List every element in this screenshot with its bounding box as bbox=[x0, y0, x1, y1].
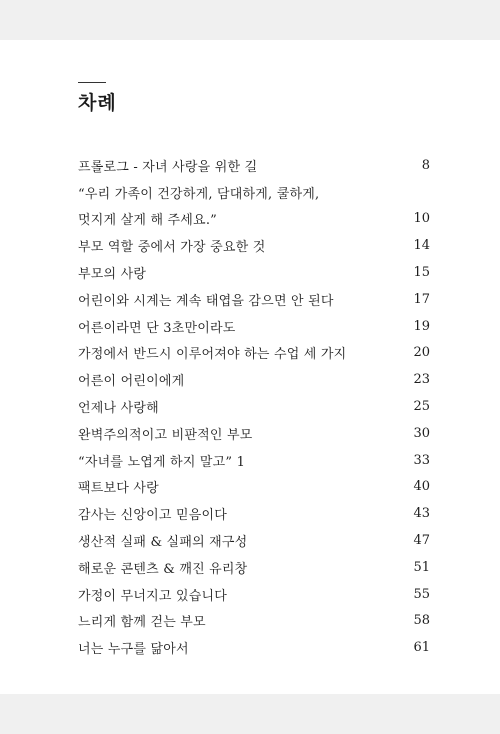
toc-entry bbox=[78, 581, 430, 608]
toc-entry-page: 51 bbox=[413, 559, 430, 575]
toc-entry-title: 멋지게 살게 해 주세요.” bbox=[78, 213, 217, 229]
toc-entry-page: 15 bbox=[413, 265, 430, 281]
toc-entry bbox=[78, 286, 430, 313]
book-page bbox=[0, 40, 500, 694]
toc-entry-page: 43 bbox=[413, 506, 430, 522]
title-rule bbox=[78, 82, 106, 83]
toc-entry bbox=[78, 447, 430, 474]
table-of-contents bbox=[78, 152, 430, 661]
toc-entry bbox=[78, 500, 430, 527]
toc-entry bbox=[78, 259, 430, 286]
toc-entry bbox=[78, 152, 430, 179]
toc-entry-page: 58 bbox=[413, 613, 430, 629]
toc-entry bbox=[78, 393, 430, 420]
toc-entry-title: 부모 역할 중에서 가장 중요한 것 bbox=[78, 240, 266, 256]
toc-entry-title: 생산적 실패 & 실패의 재구성 bbox=[78, 535, 248, 551]
toc-entry-title: 완벽주의적이고 비판적인 부모 bbox=[78, 427, 253, 443]
toc-entry-page: 61 bbox=[413, 640, 430, 656]
toc-entry-title: 프롤로그 - 자녀 사랑을 위한 길 bbox=[78, 159, 258, 175]
toc-entry-title: 해로운 콘텐츠 & 깨진 유리창 bbox=[78, 561, 248, 577]
toc-entry bbox=[78, 340, 430, 367]
toc-entry-page: 23 bbox=[413, 372, 430, 388]
toc-entry bbox=[78, 206, 430, 233]
toc-entry bbox=[78, 527, 430, 554]
toc-entry-page: 30 bbox=[413, 425, 430, 441]
toc-entry-page: 25 bbox=[413, 399, 430, 415]
toc-entry-title: 팩트보다 사랑 bbox=[78, 481, 159, 497]
toc-entry-title: 언제나 사랑해 bbox=[78, 401, 159, 417]
toc-entry-page: 55 bbox=[413, 586, 430, 602]
toc-entry bbox=[78, 608, 430, 635]
toc-entry-page: 33 bbox=[413, 452, 430, 468]
toc-entry-page: 20 bbox=[413, 345, 430, 361]
toc-entry-title: 가정에서 반드시 이루어져야 하는 수업 세 가지 bbox=[78, 347, 347, 363]
toc-entry-title: 어른이 어린이에게 bbox=[78, 374, 185, 390]
toc-entry bbox=[78, 474, 430, 501]
toc-entry-title: “자녀를 노엽게 하지 말고” 1 bbox=[78, 454, 246, 470]
toc-entry-page: 47 bbox=[413, 533, 430, 549]
toc-entry-title: 부모의 사랑 bbox=[78, 267, 147, 283]
toc-entry-page: 14 bbox=[413, 238, 430, 254]
toc-entry bbox=[78, 420, 430, 447]
toc-entry bbox=[78, 366, 430, 393]
toc-entry bbox=[78, 634, 430, 661]
toc-entry-page: 17 bbox=[413, 291, 430, 307]
toc-entry-title: 느리게 함께 걷는 부모 bbox=[78, 615, 206, 631]
toc-entry-page: 10 bbox=[413, 211, 430, 227]
toc-entry-title: 감사는 신앙이고 믿음이다 bbox=[78, 508, 228, 524]
toc-entry bbox=[78, 554, 430, 581]
toc-entry bbox=[78, 179, 430, 206]
toc-entry-title: 어른이라면 단 3초만이라도 bbox=[78, 320, 236, 336]
toc-entry-title: 가정이 무너지고 있습니다 bbox=[78, 588, 228, 604]
toc-entry bbox=[78, 313, 430, 340]
toc-entry-title: 어린이와 시계는 계속 태엽을 감으면 안 된다 bbox=[78, 293, 334, 309]
toc-entry-title: 너는 누구를 닮아서 bbox=[78, 642, 189, 658]
toc-entry-page: 19 bbox=[413, 318, 430, 334]
toc-entry-title: “우리 가족이 건강하게, 담대하게, 쿨하게, bbox=[78, 186, 320, 202]
page-title: 차례 bbox=[78, 92, 117, 114]
toc-entry bbox=[78, 232, 430, 259]
toc-entry-page: 8 bbox=[421, 157, 430, 173]
toc-entry-page: 40 bbox=[413, 479, 430, 495]
